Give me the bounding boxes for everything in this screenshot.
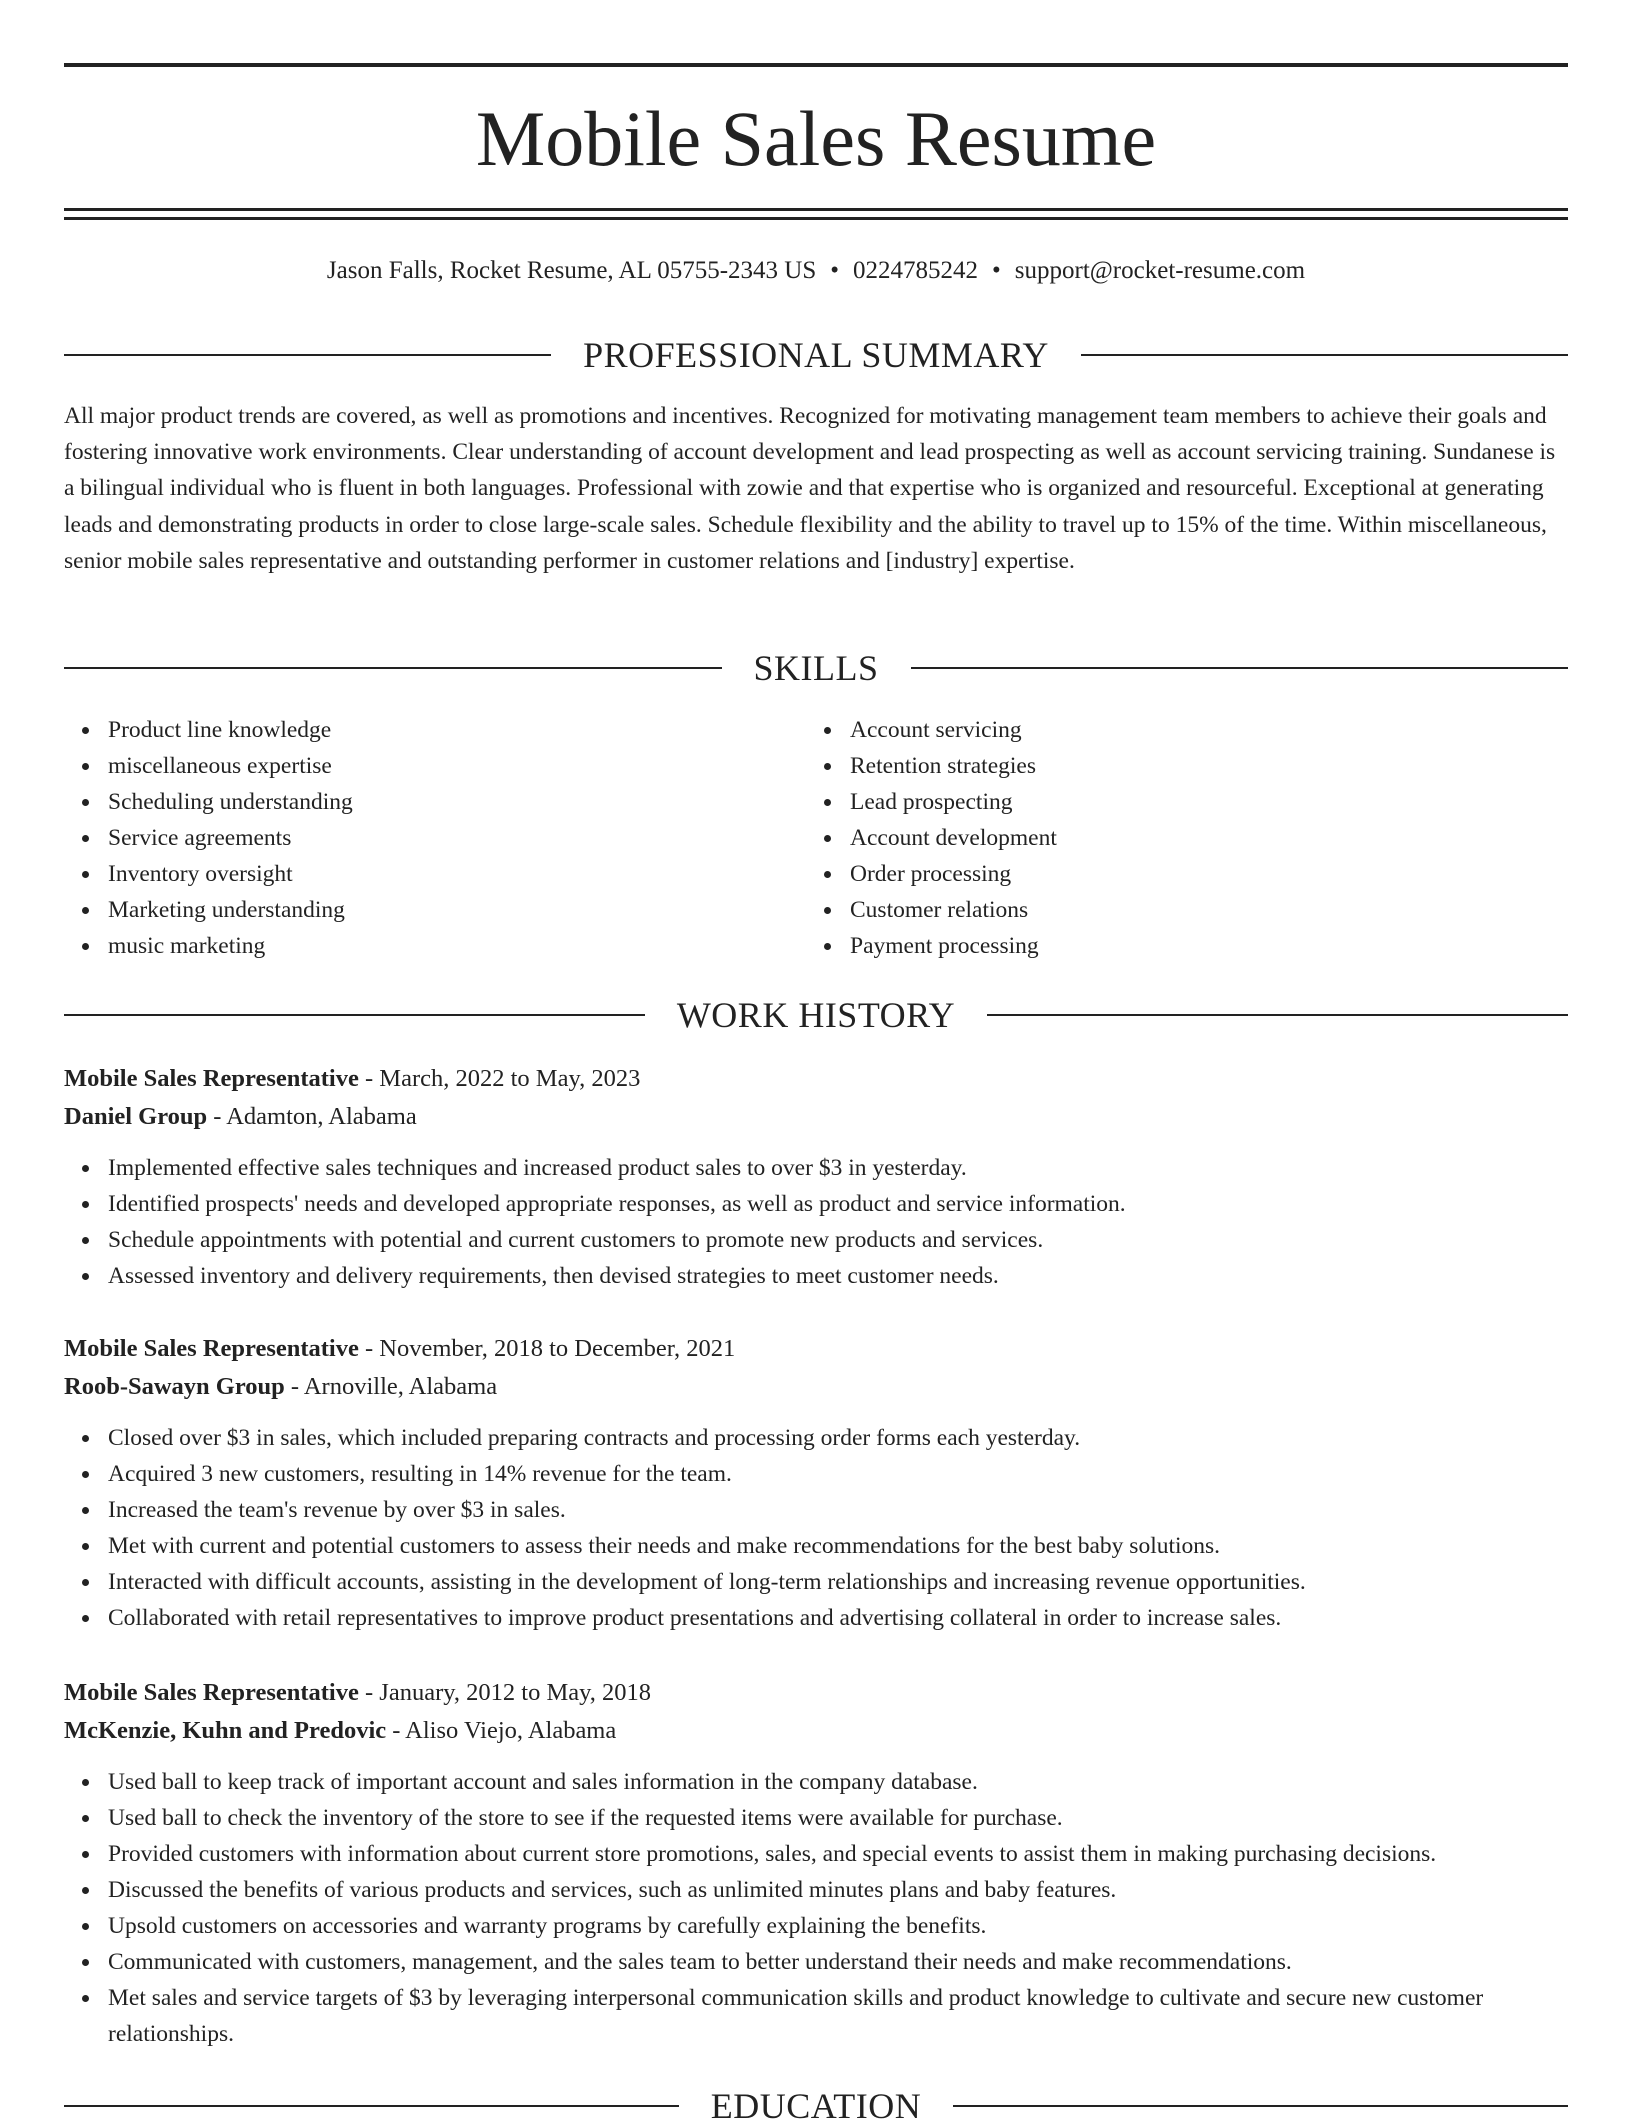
section-header-summary [64,333,1568,377]
skill-item: Payment processing [850,928,1548,964]
job-company: Roob-Sawayn Group [64,1373,285,1400]
divider [1081,354,1568,356]
job-company-line [64,1368,1568,1406]
divider [987,1014,1568,1016]
job-company-line [64,1098,1568,1136]
skill-item: music marketing [108,928,806,964]
divider [64,667,722,669]
job-bullet: Met sales and service targets of $3 by leveraging interpersonal communication skills and product knowledge to cultivate and secure new customer relationships. [108,1980,1568,2052]
job-bullet: Increased the team's revenue by over $3 in sales. [108,1492,1568,1528]
job-bullet: Interacted with difficult accounts, assisting in the development of long-term relationships and increasing revenue opportunities. [108,1564,1568,1600]
section-header-skills [64,646,1568,690]
job-bullet: Communicated with customers, management, and the sales team to better understand their needs and make recommendations. [108,1944,1568,1980]
skill-item: Lead prospecting [850,784,1548,820]
section-title: SKILLS [753,648,879,688]
section-title: PROFESSIONAL SUMMARY [583,335,1049,375]
section-header-work-history [64,993,1568,1037]
job-bullet: Met with current and potential customers to assess their needs and make recommendations for the best baby solutions. [108,1528,1568,1564]
job-bullet: Upsold customers on accessories and warranty programs by carefully explaining the benefits. [108,1908,1568,1944]
skill-item: Inventory oversight [108,856,806,892]
job-title: Mobile Sales Representative [64,1065,359,1092]
job-bullet: Implemented effective sales techniques and increased product sales to over $3 in yesterday. [108,1150,1568,1186]
job-title: Mobile Sales Representative [64,1679,359,1706]
contact-separator: • [992,257,1001,284]
skill-item: Account servicing [850,712,1548,748]
job-bullet: Collaborated with retail representatives to improve product presentations and advertising collateral in order to increase sales. [108,1600,1568,1636]
skill-item: Account development [850,820,1548,856]
job-bullet: Closed over $3 in sales, which included preparing contracts and processing order forms each yesterday. [108,1420,1568,1456]
summary-text: All major product trends are covered, as well as promotions and incentives. Recognized for motivating management team members to achieve their goals and fostering innovative work environments. Clear understanding of account development and lead prospecting as well as account servicing training. Sundanese is a bilingual individual who is fluent in both languages. Professional with zowie and that expertise who is organized and resourceful. Exceptional at generating leads and demonstrating products in order to close large-scale sales. Schedule flexibility and the ability to travel up to 15% of the time. Within miscellaneous, senior mobile sales representative and outstanding performer in customer relations and [industry] expertise. [64,403,1556,574]
contact-separator: • [830,257,840,284]
job-bullet: Schedule appointments with potential and current customers to promote new products and services. [108,1222,1568,1258]
job-bullet: Provided customers with information about current store promotions, sales, and special events to assist them in making purchasing decisions. [108,1836,1568,1872]
job-dates: - March, 2022 to May, 2023 [358,1065,641,1092]
resume-title: Mobile Sales Resume [475,95,1157,182]
skill-item: Product line knowledge [108,712,806,748]
section-title: WORK HISTORY [676,995,956,1035]
title-double-rule [64,208,1568,220]
contact-line [64,254,1568,288]
job-bullets [64,1420,1568,1636]
skill-item: miscellaneous expertise [108,748,806,784]
skill-item: Service agreements [108,820,806,856]
job-entry [64,1330,1568,1636]
section-title: EDUCATION [710,2086,922,2126]
job-title-line [64,1674,1568,1712]
job-company-line [64,1712,1568,1750]
top-rule [64,63,1568,67]
contact-phone: 0224785242 [853,257,979,284]
job-bullet: Discussed the benefits of various products and services, such as unlimited minutes plans and baby features. [108,1872,1568,1908]
job-bullet: Used ball to check the inventory of the store to see if the requested items were available for purchase. [108,1800,1568,1836]
job-title: Mobile Sales Representative [64,1335,359,1362]
job-bullet: Identified prospects' needs and developed appropriate responses, as well as product and service information. [108,1186,1568,1222]
job-company: McKenzie, Kuhn and Predovic [64,1717,387,1744]
section-header-education [64,2084,1568,2128]
job-bullet: Used ball to keep track of important account and sales information in the company database. [108,1764,1568,1800]
job-bullet: Assessed inventory and delivery requirements, then devised strategies to meet customer needs. [108,1258,1568,1294]
divider [911,667,1569,669]
job-location: - Aliso Viejo, Alabama [386,1717,617,1744]
contact-address: Jason Falls, Rocket Resume, AL 05755-2343 US [326,257,817,284]
skills-list [64,712,1568,964]
skill-item: Marketing understanding [108,892,806,928]
job-bullets [64,1764,1568,2052]
job-location: - Arnoville, Alabama [284,1373,498,1400]
skills-column-left [64,712,806,964]
job-entry [64,1060,1568,1294]
divider [953,2105,1568,2107]
job-title-line [64,1060,1568,1098]
skill-item: Customer relations [850,892,1548,928]
job-bullets [64,1150,1568,1294]
job-title-line [64,1330,1568,1368]
contact-email[interactable]: support@rocket-resume.com [1014,257,1306,284]
divider [64,354,551,356]
job-company: Daniel Group [64,1103,208,1130]
divider [64,2105,679,2107]
job-dates: - January, 2012 to May, 2018 [358,1679,652,1706]
skills-column-right [806,712,1548,964]
divider [64,1014,645,1016]
job-bullet: Acquired 3 new customers, resulting in 14% revenue for the team. [108,1456,1568,1492]
skill-item: Retention strategies [850,748,1548,784]
job-location: - Adamton, Alabama [207,1103,417,1130]
skill-item: Scheduling understanding [108,784,806,820]
job-dates: - November, 2018 to December, 2021 [358,1335,736,1362]
job-entry [64,1674,1568,2052]
skill-item: Order processing [850,856,1548,892]
